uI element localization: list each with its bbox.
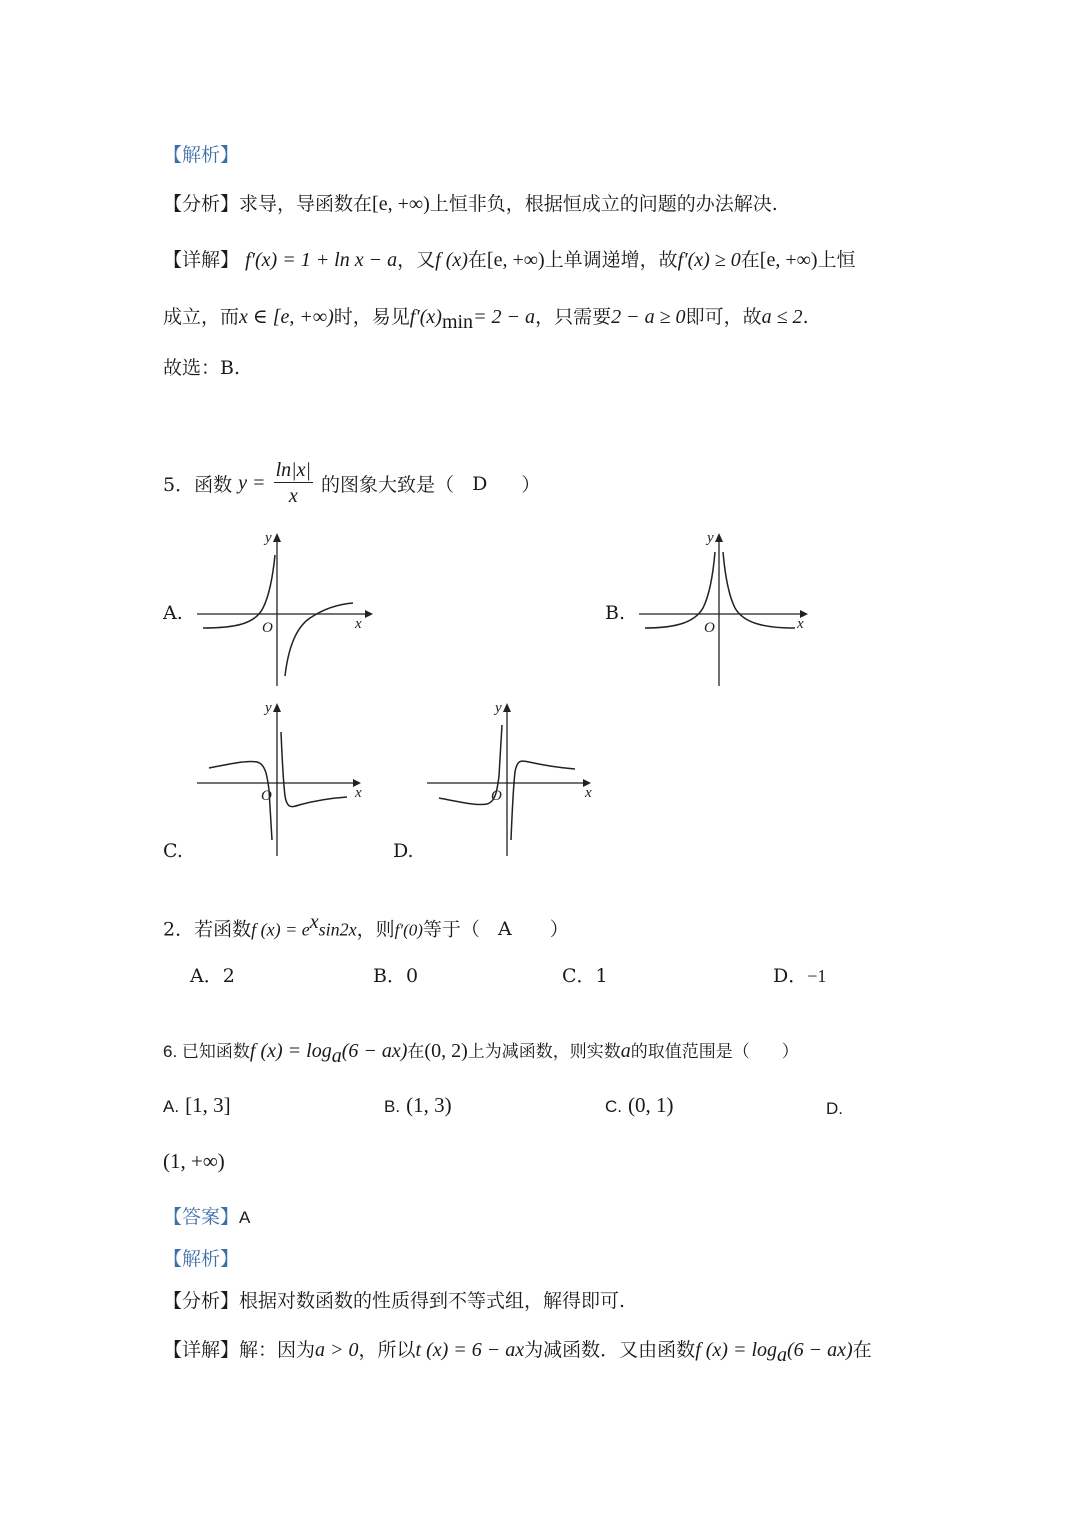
q2-option-a[interactable]: A．2: [190, 965, 235, 987]
xiangjie-text-3: 为减函数．又由函数: [524, 1339, 696, 1361]
q6-option-b-value: (1, 3): [406, 1093, 452, 1117]
q2-option-c[interactable]: C．1: [562, 965, 608, 987]
q6-option-c-value: (0, 1): [628, 1093, 674, 1117]
q6-func: f (x) = log: [249, 1040, 332, 1062]
q2-answer: A: [497, 918, 512, 941]
graph-d-x: x: [585, 785, 592, 801]
graph-a-origin: O: [262, 620, 273, 636]
daan-value: A: [239, 1208, 251, 1227]
q6-option-b[interactable]: [384, 1093, 452, 1118]
q6-option-d-label[interactable]: [826, 1097, 843, 1119]
jiexi-tag-1: 【解析】: [163, 144, 240, 166]
f-min: f′(x): [409, 306, 442, 328]
q5-option-a-label[interactable]: A.: [163, 602, 183, 624]
fenxi-tag: 【分析】: [163, 193, 240, 215]
xiangjie-tag: 【详解】: [163, 249, 240, 271]
daan-line: [163, 1202, 250, 1229]
eq-derivative: f′(x) = 1 + ln x − a: [245, 249, 398, 271]
q6-option-d-value[interactable]: [163, 1149, 225, 1174]
graph-a: [195, 530, 375, 690]
q5-fraction: [274, 458, 313, 509]
graph-a-y: y: [265, 530, 272, 546]
q2-func: f (x) = e: [251, 919, 310, 940]
q2-func-sin: sin2x: [318, 919, 357, 940]
text-you: ，又: [397, 249, 436, 271]
graph-d: [425, 700, 605, 860]
fenxi-line-2: [163, 1286, 625, 1313]
q5-denominator: x: [288, 485, 298, 507]
q5-rest: 的图象大致是（: [321, 474, 455, 496]
f-of-x: f (x): [435, 249, 468, 271]
q6-base: a: [331, 1044, 342, 1067]
graph-b-x: x: [797, 616, 804, 632]
min-subscript: min: [441, 310, 474, 333]
q5-y: y =: [238, 472, 266, 494]
xiangjie-cond: a > 0: [315, 1339, 359, 1361]
q6-option-c[interactable]: [605, 1093, 674, 1118]
q6-interval: (0, 2): [424, 1040, 468, 1062]
q5-close: ）: [521, 474, 541, 496]
graph-c-y: y: [265, 700, 272, 716]
daan-tag: 【答案】: [163, 1206, 240, 1228]
q6-option-a-label: A.: [163, 1097, 180, 1116]
q2-close: ）: [549, 918, 569, 941]
q6-option-a[interactable]: [163, 1093, 231, 1118]
xiangjie-tag-2: 【详解】: [163, 1339, 240, 1361]
text-jike: 即可，故: [685, 306, 762, 328]
text-yijian: 时，易见: [333, 306, 410, 328]
f-min-eq: = 2 − a: [473, 306, 536, 328]
q6-a: a: [620, 1040, 631, 1062]
x-in-interval: x ∈ [e, +∞): [239, 306, 334, 328]
q2-stem: [163, 911, 569, 941]
xiangjie-text-2: ，所以: [358, 1339, 416, 1361]
xiangjie-line-2: [163, 302, 809, 334]
q5-number: 5．函数: [163, 474, 233, 496]
fenxi-text: 求导，导函数在: [239, 193, 373, 215]
q6-text-zai: 在: [407, 1042, 425, 1061]
text-zhixuyao: ，只需要: [535, 306, 612, 328]
graph-b: [637, 530, 817, 690]
q6-option-a-value: [1, 3]: [185, 1093, 231, 1117]
jiexi-tag-2: 【解析】: [163, 1248, 240, 1270]
q2-option-d-value: −1: [807, 966, 827, 986]
fenxi-interval: [e, +∞): [372, 193, 430, 215]
graph-b-origin: O: [704, 620, 715, 636]
q5-option-c-label[interactable]: C.: [163, 840, 183, 862]
xiangjie-text-4: 在: [852, 1339, 872, 1361]
q2-exponent: x: [309, 911, 319, 933]
xiangjie-line-3: [163, 1335, 872, 1367]
xiangjie-t-func: t (x) = 6 − ax: [415, 1339, 525, 1361]
fenxi-text-2: 根据对数函数的性质得到不等式组，解得即可.: [239, 1290, 626, 1312]
q5-answer: D: [472, 472, 488, 495]
text-chengli: 成立，而: [163, 306, 240, 328]
graph-d-y: y: [495, 700, 502, 716]
result: a ≤ 2: [761, 306, 803, 328]
q6-text-decreasing: 上为减函数，则实数: [467, 1042, 621, 1061]
q2-mid: ，则: [356, 918, 395, 941]
text-zai-2: 在: [740, 249, 760, 271]
q6-text-range: 的取值范围是（: [630, 1042, 750, 1061]
text-heng: 上恒: [817, 249, 856, 271]
q6-number: 6. 已知函数: [163, 1042, 250, 1061]
q2-option-b[interactable]: B．0: [373, 965, 419, 987]
fenxi-rest: 上恒非负，根据恒成立的问题的办法解决.: [429, 193, 778, 215]
xiangjie-text-1: 解：因为: [239, 1339, 316, 1361]
text-increasing: 上单调递增，故: [544, 249, 678, 271]
guxuan-1: 故选：B.: [163, 357, 241, 379]
q5-option-d-label[interactable]: D.: [393, 840, 414, 862]
fenxi-line-1: [163, 189, 778, 216]
interval-2: [e, +∞): [759, 249, 818, 271]
ineq-derivative: f′(x) ≥ 0: [677, 249, 741, 271]
q6-option-c-label: C.: [605, 1097, 622, 1116]
graph-c-origin: O: [261, 788, 272, 804]
q2-rest: 等于（: [422, 918, 480, 941]
q2-derivative: f′(0): [394, 920, 423, 940]
q6-stem: [163, 1037, 799, 1068]
q2-option-d[interactable]: [773, 961, 826, 988]
xiangjie-f-base: a: [777, 1343, 787, 1366]
fenxi-tag-2: 【分析】: [163, 1290, 240, 1312]
q2-option-d-label: D．: [773, 965, 808, 987]
graph-b-y: y: [707, 530, 714, 546]
interval-1: [e, +∞): [486, 249, 545, 271]
q6-option-d-label-text: D.: [826, 1099, 843, 1118]
q6-arg: (6 − ax): [341, 1040, 408, 1062]
text-zai: 在: [467, 249, 487, 271]
xiangjie-f-arg: (6 − ax): [787, 1339, 853, 1361]
q5-numerator: ln|x|: [275, 459, 311, 481]
graph-d-origin: O: [491, 788, 502, 804]
q6-option-d-value-text: (1, +∞): [163, 1149, 225, 1173]
xiangjie-f-func: f (x) = log: [695, 1339, 777, 1361]
q5-stem: [163, 458, 540, 509]
condition: 2 − a ≥ 0: [611, 306, 686, 328]
q6-close: ）: [781, 1042, 799, 1061]
q2-number: 2．若函数: [163, 918, 252, 941]
xiangjie-line-1: [163, 245, 856, 272]
graph-c: [195, 700, 375, 860]
graph-c-x: x: [355, 785, 362, 801]
graph-a-x: x: [355, 616, 362, 632]
q5-option-b-label[interactable]: B.: [605, 602, 626, 624]
q6-option-b-label: B.: [384, 1097, 401, 1116]
period: .: [802, 306, 809, 328]
